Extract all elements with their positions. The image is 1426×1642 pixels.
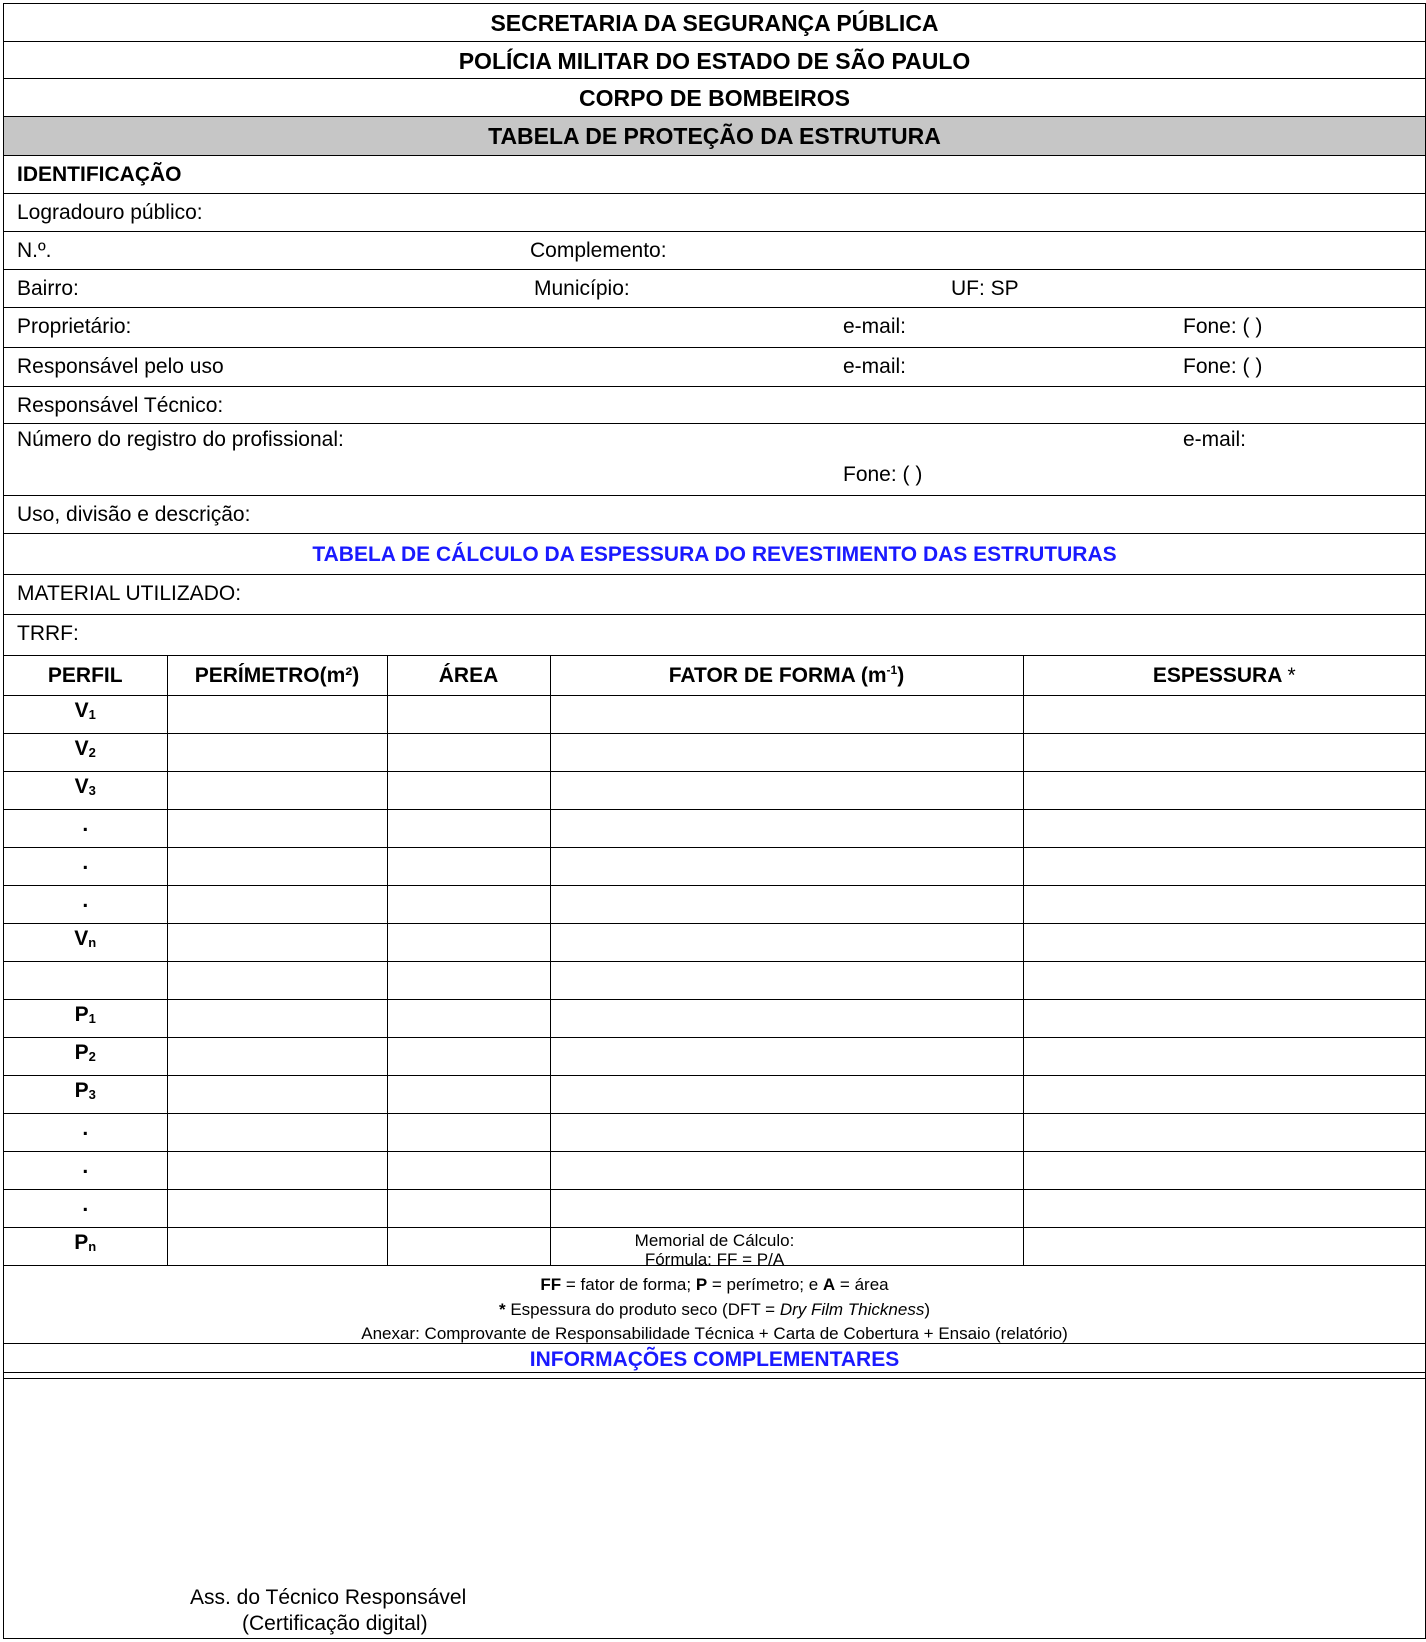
table-row [4, 848, 1425, 886]
memorial-dft: * Espessura do produto seco (DFT = Dry Film Thickness) [499, 1300, 930, 1319]
area-cell[interactable] [387, 924, 550, 962]
table-header-row [4, 656, 1425, 696]
table-row [4, 1190, 1425, 1228]
perfil-cell: . [4, 1190, 167, 1228]
registro-row [4, 424, 1425, 496]
calculo-title: TABELA DE CÁLCULO DA ESPESSURA DO REVESTIMENTO DAS ESTRUTURAS [4, 534, 1425, 575]
area-cell[interactable] [387, 696, 550, 734]
perfil-cell: $P_2$ [4, 1038, 167, 1076]
fator-cell[interactable] [550, 696, 1023, 734]
memorial-anexar: Anexar: Comprovante de Responsabilidade Técnica + Carta de Cobertura + Ensaio (relatório) [361, 1324, 1068, 1343]
memorial-title: Memorial de Cálculo: [634, 1231, 795, 1250]
registro-fone-label: Fone: ( ) [843, 463, 923, 486]
perfil-cell: $V_3$ [4, 772, 167, 810]
espessura-cell[interactable] [1023, 772, 1425, 810]
perimetro-cell[interactable] [167, 1038, 387, 1076]
form-frame [3, 3, 1426, 1639]
espessura-cell[interactable] [1023, 1076, 1425, 1114]
table-row [4, 772, 1425, 810]
proprietario-email-label: e-mail: [843, 315, 907, 338]
espessura-cell[interactable] [1023, 886, 1425, 924]
header-bombeiros: CORPO DE BOMBEIROS [4, 79, 1425, 117]
col-espessura: ESPESSURA * [1023, 656, 1425, 696]
area-cell[interactable] [387, 962, 550, 1000]
table-row [4, 962, 1425, 1000]
perfil-cell: . [4, 886, 167, 924]
fator-cell[interactable] [550, 810, 1023, 848]
espessura-cell[interactable] [1023, 1038, 1425, 1076]
registro-email-label: e-mail: [1183, 428, 1247, 451]
table-row [4, 810, 1425, 848]
area-cell[interactable] [387, 734, 550, 772]
material-label: MATERIAL UTILIZADO: [17, 582, 242, 605]
trrf-row [4, 615, 1425, 655]
responsavel-uso-row [4, 348, 1425, 387]
numero-label: N.º. [17, 239, 52, 262]
table-row [4, 734, 1425, 772]
table-row [4, 696, 1425, 734]
perfil-cell: $P_3$ [4, 1076, 167, 1114]
table-row [4, 924, 1425, 962]
area-cell[interactable] [387, 810, 550, 848]
fator-cell[interactable] [550, 1190, 1023, 1228]
col-area: ÁREA [387, 656, 550, 696]
logradouro-field[interactable] [4, 194, 1425, 232]
perimetro-cell[interactable] [167, 772, 387, 810]
table-row [4, 1076, 1425, 1114]
table-row [4, 1000, 1425, 1038]
perfil-cell: $V_2$ [4, 734, 167, 772]
area-cell[interactable] [387, 1190, 550, 1228]
perfil-cell [4, 962, 167, 1000]
fator-cell[interactable] [550, 1152, 1023, 1190]
responsavel-tecnico-label: Responsável Técnico: [17, 394, 224, 417]
espessura-cell[interactable] [1023, 1000, 1425, 1038]
espessura-cell[interactable] [1023, 848, 1425, 886]
area-cell[interactable] [387, 772, 550, 810]
perfil-cell: $V_n$ [4, 924, 167, 962]
assinatura-line2: (Certificação digital) [242, 1612, 428, 1635]
perimetro-cell[interactable] [167, 1000, 387, 1038]
trrf-label: TRRF: [17, 622, 79, 645]
col-perimetro: PERÍMETRO(m²) [167, 656, 387, 696]
fator-cell[interactable] [550, 1038, 1023, 1076]
numero-row [4, 232, 1425, 270]
assinatura-line1: Ass. do Técnico Responsável [190, 1586, 467, 1609]
header-secretaria: SECRETARIA DA SEGURANÇA PÚBLICA [4, 4, 1425, 42]
material-row [4, 575, 1425, 615]
table-body [4, 696, 1425, 1266]
fator-cell[interactable] [550, 886, 1023, 924]
perfil-cell: . [4, 1152, 167, 1190]
table-row [4, 1114, 1425, 1152]
espessura-cell[interactable] [1023, 1152, 1425, 1190]
perfil-cell: $V_1$ [4, 696, 167, 734]
perimetro-cell[interactable] [167, 962, 387, 1000]
responsavel-uso-email-label: e-mail: [843, 355, 907, 378]
perimetro-cell[interactable] [167, 734, 387, 772]
bairro-label: Bairro: [17, 277, 79, 300]
espessura-cell[interactable] [1023, 1190, 1425, 1228]
complemento-label: Complemento: [530, 239, 667, 262]
espessura-cell[interactable] [1023, 1114, 1425, 1152]
area-cell[interactable] [387, 1114, 550, 1152]
table-row [4, 1152, 1425, 1190]
area-cell[interactable] [387, 848, 550, 886]
fator-cell[interactable] [550, 1114, 1023, 1152]
responsavel-uso-label: Responsável pelo uso [17, 355, 224, 378]
col-fator: FATOR DE FORMA $(m^{-1})$ [550, 656, 1023, 696]
header-policia: POLÍCIA MILITAR DO ESTADO DE SÃO PAULO [4, 42, 1425, 79]
identificacao-title: IDENTIFICAÇÃO [4, 156, 1425, 194]
uf-label: UF: SP [951, 277, 1019, 300]
registro-label: Número do registro do profissional: [17, 428, 344, 451]
responsavel-uso-fone-label: Fone: ( ) [1183, 355, 1263, 378]
table-row [4, 1038, 1425, 1076]
proprietario-label: Proprietário: [17, 315, 132, 338]
logradouro-label: Logradouro público: [17, 201, 203, 224]
perimetro-cell[interactable] [167, 886, 387, 924]
perfil-cell: . [4, 848, 167, 886]
espessura-cell[interactable] [1023, 924, 1425, 962]
fator-cell[interactable] [550, 772, 1023, 810]
espessura-cell[interactable] [1023, 962, 1425, 1000]
perfil-cell: . [4, 810, 167, 848]
perimetro-cell[interactable] [167, 924, 387, 962]
perfil-cell: $P_1$ [4, 1000, 167, 1038]
form-title: TABELA DE PROTEÇÃO DA ESTRUTURA [4, 117, 1425, 156]
municipio-label: Município: [534, 277, 630, 300]
proprietario-fone-label: Fone: ( ) [1183, 315, 1263, 338]
espessura-table [4, 655, 1425, 1266]
fator-cell[interactable] [550, 1076, 1023, 1114]
memorial-formula: Fórmula: FF = P/A [644, 1250, 785, 1269]
table-row [4, 886, 1425, 924]
perimetro-cell[interactable] [167, 1114, 387, 1152]
bairro-row [4, 270, 1425, 308]
perfil-cell: $P_n$ [4, 1228, 167, 1266]
complementares-area[interactable] [4, 1379, 1425, 1637]
perimetro-cell[interactable] [167, 1076, 387, 1114]
memorial-legend: FF = fator de forma; P = perímetro; e A = área [540, 1275, 889, 1294]
perimetro-cell[interactable] [167, 810, 387, 848]
col-perfil: PERFIL [4, 656, 167, 696]
perimetro-cell[interactable] [167, 696, 387, 734]
area-cell[interactable] [387, 1038, 550, 1076]
fator-cell[interactable] [550, 924, 1023, 962]
espessura-cell[interactable] [1023, 810, 1425, 848]
area-cell[interactable] [387, 1152, 550, 1190]
fator-cell[interactable] [550, 962, 1023, 1000]
perimetro-cell[interactable] [167, 1190, 387, 1228]
uso-label: Uso, divisão e descrição: [17, 503, 251, 526]
perimetro-cell[interactable] [167, 848, 387, 886]
responsavel-tecnico-row [4, 387, 1425, 424]
area-cell[interactable] [387, 1076, 550, 1114]
uso-row [4, 496, 1425, 534]
area-cell[interactable] [387, 886, 550, 924]
espessura-cell[interactable] [1023, 734, 1425, 772]
perimetro-cell[interactable] [167, 1152, 387, 1190]
proprietario-row [4, 308, 1425, 348]
perfil-cell: . [4, 1114, 167, 1152]
fator-cell[interactable] [550, 734, 1023, 772]
fator-cell[interactable] [550, 1000, 1023, 1038]
fator-cell[interactable] [550, 848, 1023, 886]
espessura-cell[interactable] [1023, 696, 1425, 734]
complementares-title: INFORMAÇÕES COMPLEMENTARES [4, 1343, 1425, 1379]
area-cell[interactable] [387, 1000, 550, 1038]
